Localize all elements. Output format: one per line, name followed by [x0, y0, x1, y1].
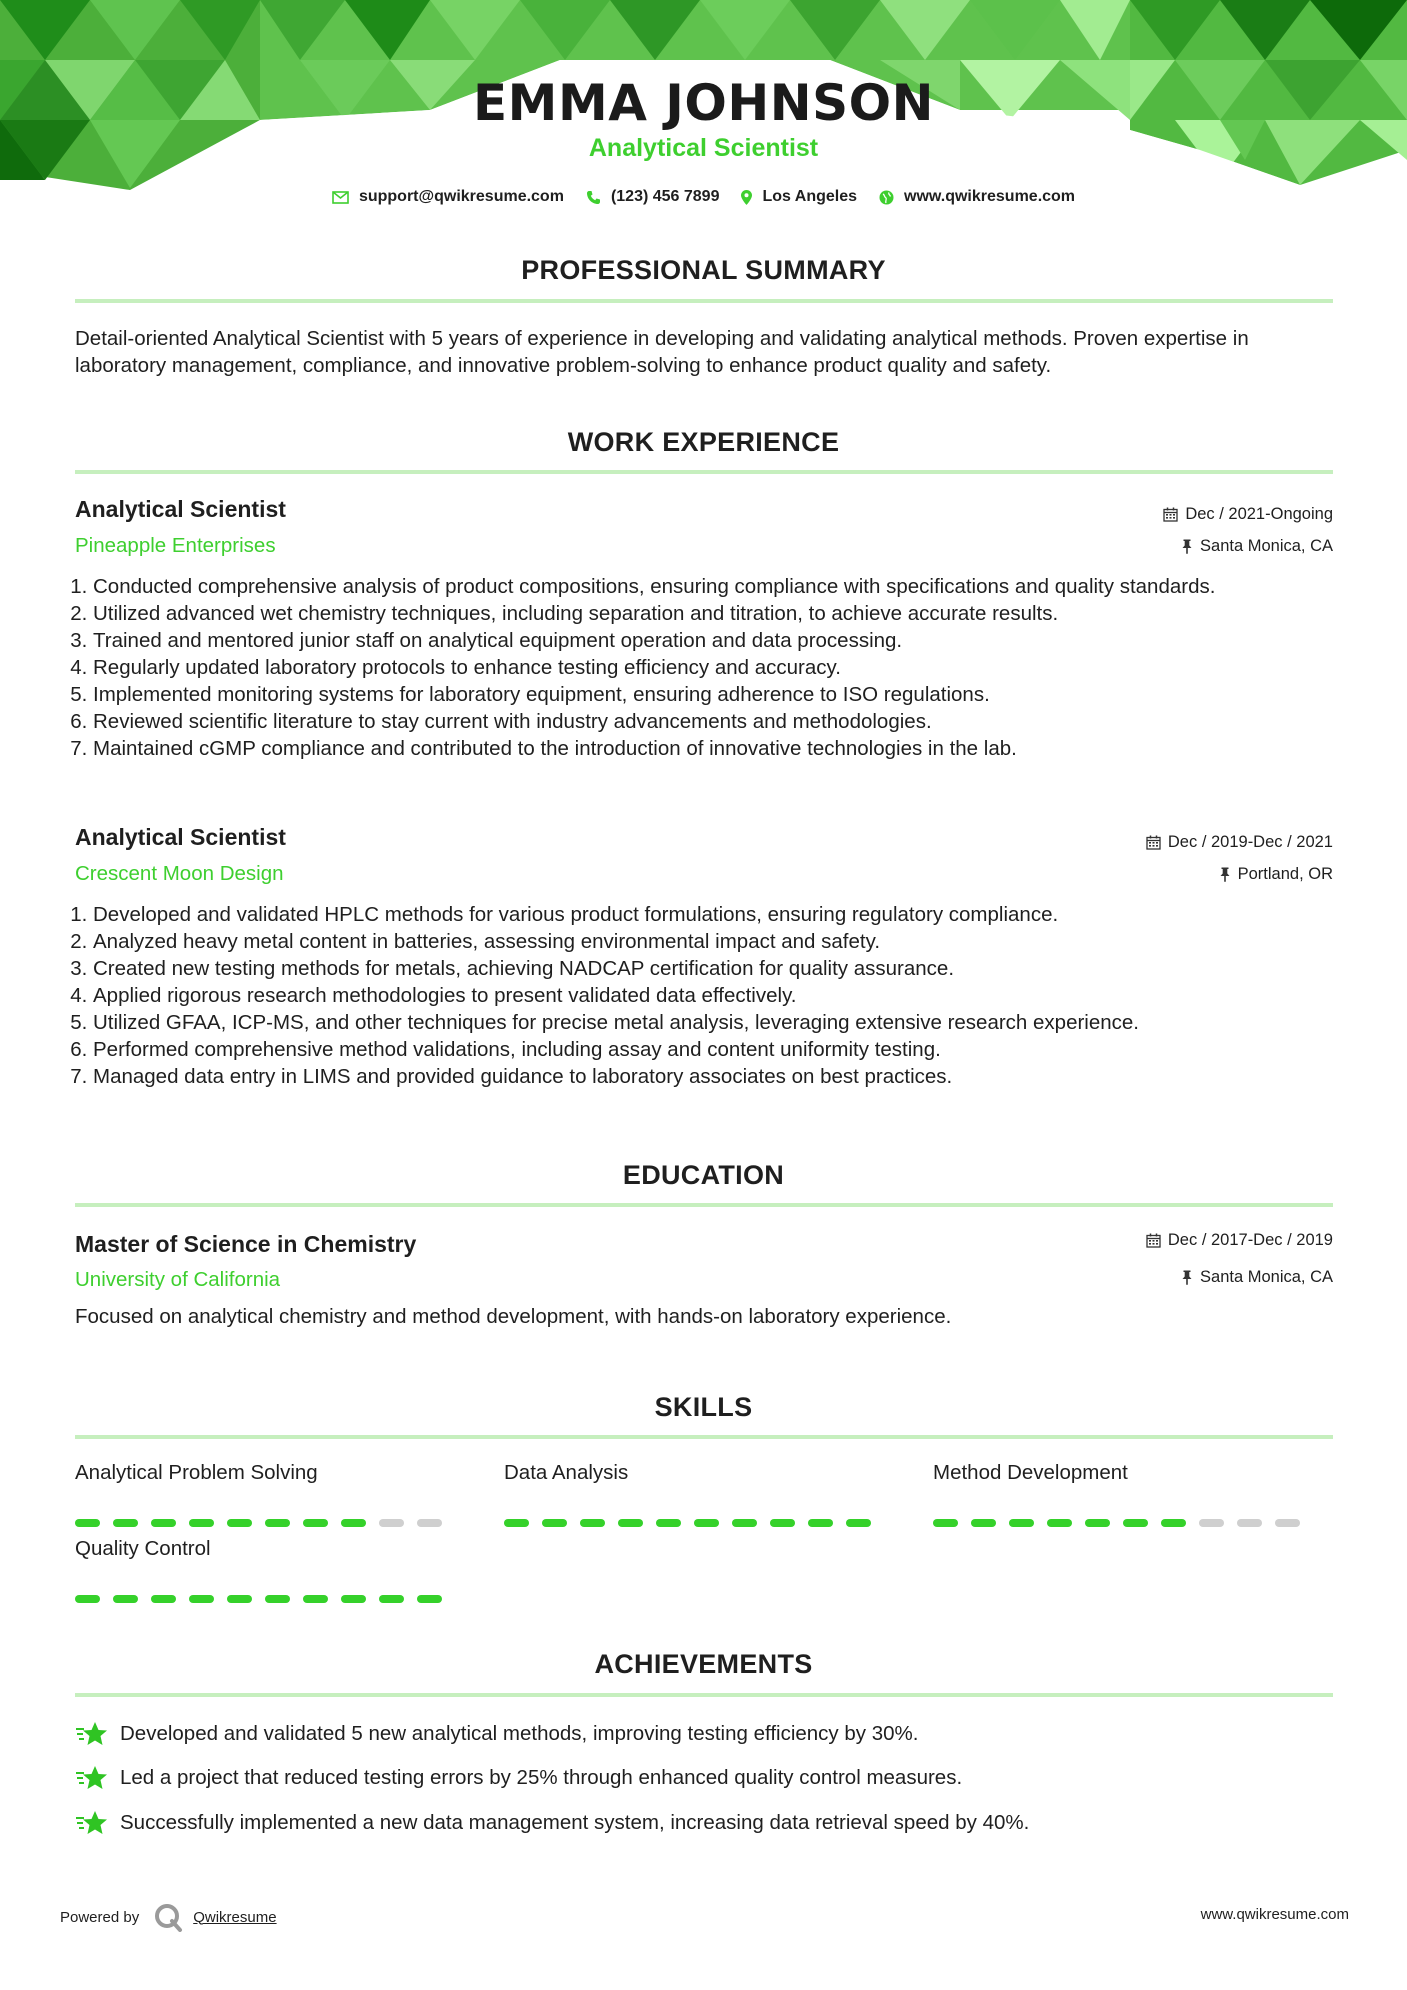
list-item: 4. Applied rigorous research methodologies to present validated data effectively. — [93, 982, 1351, 1009]
rating-dash-filled — [113, 1595, 138, 1603]
rating-dash-filled — [1123, 1519, 1148, 1527]
list-item: 6. Performed comprehensive method validations, including assay and content uniformity testing. — [93, 1036, 1351, 1063]
job-location-text: Portland, OR — [1237, 865, 1333, 883]
skill-name: Quality Control — [75, 1537, 211, 1560]
degree-title: Master of Science in Chemistry — [75, 1231, 417, 1257]
achievement-item — [75, 1764, 962, 1792]
contact-phone[interactable] — [586, 188, 720, 206]
education-dates — [1146, 1231, 1333, 1250]
skill-rating — [75, 1595, 455, 1603]
list-item: 6. Reviewed scientific literature to stay current with industry advancements and methodologies. — [93, 708, 1351, 735]
list-item: 4. Regularly updated laboratory protocols to enhance testing efficiency and accuracy. — [93, 654, 1351, 681]
achievement-text: Developed and validated 5 new analytical methods, improving testing efficiency by 30%. — [120, 1722, 919, 1745]
rating-dash-filled — [656, 1519, 681, 1527]
rating-dash-filled — [151, 1519, 176, 1527]
rating-dash-filled — [808, 1519, 833, 1527]
list-item: 5. Implemented monitoring systems for laboratory equipment, ensuring adherence to ISO regulations. — [93, 681, 1351, 708]
skill-name: Analytical Problem Solving — [75, 1461, 318, 1484]
skill-name: Data Analysis — [504, 1461, 629, 1484]
qwikresume-logo-icon — [153, 1902, 183, 1932]
rating-dash-filled — [580, 1519, 605, 1527]
rating-dash-filled — [694, 1519, 719, 1527]
rating-dash-filled — [189, 1519, 214, 1527]
job-company: Pineapple Enterprises — [75, 534, 276, 557]
achievement-text: Successfully implemented a new data management system, increasing data retrieval speed by 40%. — [120, 1811, 1030, 1834]
job-dates-text: Dec / 2019-Dec / 2021 — [1167, 833, 1333, 851]
rating-dash-filled — [504, 1519, 529, 1527]
contact-location — [741, 188, 857, 206]
location-text: Los Angeles — [762, 188, 858, 205]
experience-heading: WORK EXPERIENCE — [567, 427, 840, 457]
rating-dash-filled — [379, 1595, 404, 1603]
rating-dash-empty — [379, 1519, 404, 1527]
list-item: 2. Analyzed heavy metal content in batteries, assessing environmental impact and safety. — [93, 928, 1351, 955]
candidate-role: Analytical Scientist — [588, 134, 819, 162]
skill-rating — [933, 1519, 1313, 1527]
pushpin-icon — [1181, 539, 1193, 554]
skill-item — [504, 1461, 884, 1527]
rating-dash-empty — [1275, 1519, 1300, 1527]
contact-email[interactable] — [332, 188, 564, 206]
achievements-divider — [75, 1693, 1333, 1697]
rating-dash-filled — [189, 1595, 214, 1603]
contact-bar — [0, 188, 1407, 206]
job-title: Analytical Scientist — [75, 824, 286, 850]
candidate-name: EMMA JOHNSON — [473, 74, 934, 132]
education-description: Focused on analytical chemistry and method development, with hands-on laboratory experience. — [75, 1305, 952, 1328]
summary-divider — [75, 299, 1333, 303]
rating-dash-filled — [303, 1595, 328, 1603]
school-name: University of California — [75, 1268, 281, 1291]
rating-dash-filled — [732, 1519, 757, 1527]
rating-dash-filled — [151, 1595, 176, 1603]
achievement-item — [75, 1720, 918, 1748]
map-pin-icon — [741, 190, 752, 205]
contact-website[interactable] — [879, 188, 1075, 206]
skill-rating — [75, 1519, 455, 1527]
qwikresume-link[interactable]: Qwikresume — [193, 1908, 277, 1926]
rating-dash-filled — [227, 1595, 252, 1603]
list-item: 5. Utilized GFAA, ICP-MS, and other techniques for precise metal analysis, leveraging extensive research experience. — [93, 1009, 1351, 1036]
rating-dash-filled — [971, 1519, 996, 1527]
phone-text: (123) 456 7899 — [610, 188, 720, 205]
education-dates-text: Dec / 2017-Dec / 2019 — [1167, 1231, 1333, 1249]
powered-by-label: Powered by — [60, 1908, 140, 1926]
job-dates — [1163, 505, 1333, 524]
rating-dash-filled — [933, 1519, 958, 1527]
pushpin-icon — [1181, 1270, 1193, 1285]
skill-rating — [504, 1519, 884, 1527]
rating-dash-filled — [1161, 1519, 1186, 1527]
job-company: Crescent Moon Design — [75, 862, 284, 885]
rating-dash-filled — [542, 1519, 567, 1527]
envelope-icon — [332, 191, 349, 204]
rating-dash-filled — [1085, 1519, 1110, 1527]
rating-dash-filled — [113, 1519, 138, 1527]
rating-dash-empty — [417, 1519, 442, 1527]
calendar-icon — [1146, 1233, 1161, 1248]
list-item: 7. Maintained cGMP compliance and contributed to the introduction of innovative technologies in the lab. — [93, 735, 1351, 762]
rating-dash-filled — [1009, 1519, 1034, 1527]
phone-icon — [586, 190, 601, 205]
achievement-text: Led a project that reduced testing errors by 25% through enhanced quality control measures. — [120, 1766, 963, 1789]
star-icon — [75, 1809, 108, 1837]
list-item: 3. Created new testing methods for metals, achieving NADCAP certification for quality assurance. — [93, 955, 1351, 982]
calendar-icon — [1146, 835, 1161, 850]
job-location-text: Santa Monica, CA — [1200, 537, 1333, 555]
achievements-heading: ACHIEVEMENTS — [594, 1649, 813, 1679]
rating-dash-filled — [265, 1595, 290, 1603]
education-divider — [75, 1203, 1333, 1207]
email-text: support@qwikresume.com — [358, 188, 564, 205]
job-location — [1181, 537, 1333, 556]
rating-dash-filled — [846, 1519, 871, 1527]
job-dates-text: Dec / 2021-Ongoing — [1185, 505, 1333, 523]
education-heading: EDUCATION — [622, 1160, 785, 1190]
job-bullet-list — [75, 573, 1351, 762]
achievement-item — [75, 1809, 1029, 1837]
experience-divider — [75, 470, 1333, 474]
rating-dash-empty — [1237, 1519, 1262, 1527]
rating-dash-filled — [1047, 1519, 1072, 1527]
list-item: 1. Developed and validated HPLC methods for various product formulations, ensuring regulatory compliance. — [93, 901, 1351, 928]
skill-name: Method Development — [933, 1461, 1128, 1484]
skill-item — [75, 1461, 455, 1527]
footer-website[interactable]: www.qwikresume.com — [1200, 1906, 1349, 1923]
list-item: 1. Conducted comprehensive analysis of product compositions, ensuring compliance with specifications and quality standards. — [93, 573, 1351, 600]
list-item: 2. Utilized advanced wet chemistry techniques, including separation and titration, to achieve accurate results. — [93, 600, 1351, 627]
skill-item — [75, 1537, 455, 1603]
rating-dash-filled — [417, 1595, 442, 1603]
job-dates — [1146, 833, 1333, 852]
footer-powered-by — [60, 1902, 277, 1932]
rating-dash-filled — [75, 1519, 100, 1527]
education-location-text: Santa Monica, CA — [1200, 1268, 1333, 1286]
skill-item — [933, 1461, 1313, 1527]
website-text: www.qwikresume.com — [904, 188, 1076, 205]
rating-dash-filled — [303, 1519, 328, 1527]
job-location — [1219, 865, 1333, 884]
rating-dash-filled — [770, 1519, 795, 1527]
rating-dash-filled — [618, 1519, 643, 1527]
rating-dash-filled — [75, 1595, 100, 1603]
rating-dash-filled — [227, 1519, 252, 1527]
rating-dash-filled — [265, 1519, 290, 1527]
star-icon — [75, 1720, 108, 1748]
job-title: Analytical Scientist — [75, 496, 286, 522]
list-item: 3. Trained and mentored junior staff on analytical equipment operation and data processing. — [93, 627, 1351, 654]
rating-dash-filled — [341, 1519, 366, 1527]
skills-heading: SKILLS — [654, 1392, 753, 1422]
summary-text: Detail-oriented Analytical Scientist with 5 years of experience in developing and validating analytical methods. Proven expertise in laboratory management, compliance, and innovative problem-solving to enhance product quality and safety. — [75, 327, 1249, 377]
rating-dash-filled — [341, 1595, 366, 1603]
globe-icon — [879, 190, 894, 205]
pushpin-icon — [1219, 867, 1231, 882]
skills-divider — [75, 1435, 1333, 1439]
job-bullet-list — [75, 901, 1351, 1090]
summary-heading: PROFESSIONAL SUMMARY — [521, 255, 886, 285]
calendar-icon — [1163, 507, 1178, 522]
education-location — [1181, 1268, 1333, 1287]
list-item: 7. Managed data entry in LIMS and provided guidance to laboratory associates on best practices. — [93, 1063, 1351, 1090]
rating-dash-empty — [1199, 1519, 1224, 1527]
star-icon — [75, 1764, 108, 1792]
